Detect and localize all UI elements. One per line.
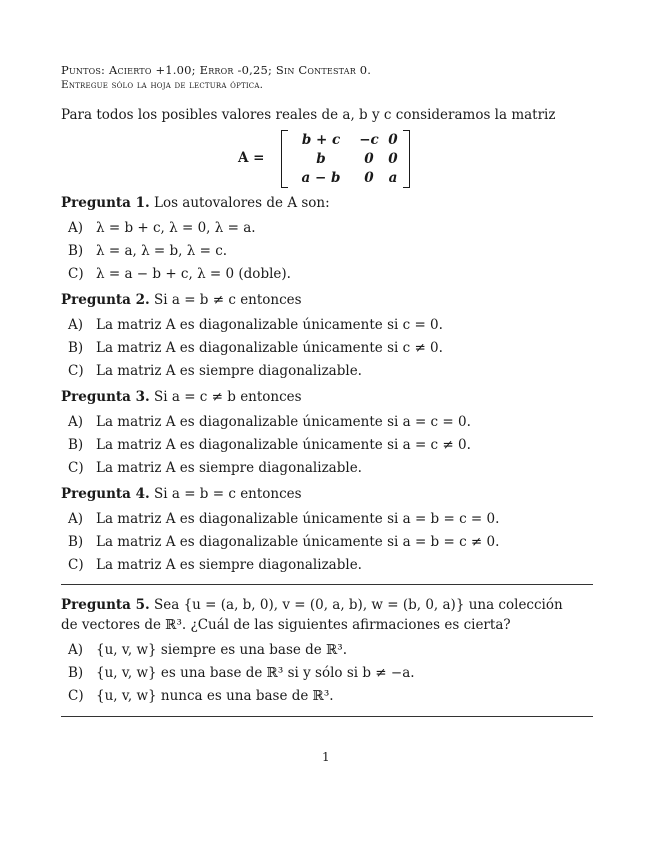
q3-option-b[interactable]	[68, 437, 471, 453]
q3-option-c[interactable]	[68, 460, 362, 476]
matrix-cell: −c	[359, 132, 379, 148]
question-1	[61, 195, 330, 211]
question-stem: Si a = c ≠ b entonces	[154, 389, 302, 405]
option-label: C)	[68, 557, 84, 573]
matrix-cell: b + c	[301, 132, 341, 148]
option-label: C)	[68, 266, 84, 282]
option-label: B)	[68, 665, 84, 681]
intro-text: Para todos los posibles valores reales de a, b y c consideramos la matriz	[61, 107, 556, 123]
page-number: 1	[322, 750, 330, 764]
option-text: La matriz A es diagonalizable únicamente si a = b = c = 0.	[96, 511, 500, 527]
option-label: A)	[68, 317, 84, 333]
q5-option-b[interactable]	[68, 665, 415, 681]
q4-option-a[interactable]	[68, 511, 499, 527]
matrix-cell: 0	[364, 170, 374, 186]
scoring-header: Puntos: Acierto +1.00; Error -0,25; Sin Contestar 0.	[61, 63, 372, 77]
matrix-cell: a − b	[301, 170, 341, 186]
question-title: Pregunta 3.	[61, 389, 150, 405]
option-text: λ = a, λ = b, λ = c.	[96, 243, 228, 259]
section-divider	[61, 584, 593, 585]
q2-option-b[interactable]	[68, 340, 443, 356]
question-3	[61, 389, 302, 405]
option-label: C)	[68, 460, 84, 476]
option-text: La matriz A es siempre diagonalizable.	[96, 557, 362, 573]
question-stem: Si a = b ≠ c entonces	[154, 292, 302, 308]
option-label: B)	[68, 534, 84, 550]
option-text: La matriz A es diagonalizable únicamente si a = b = c ≠ 0.	[96, 534, 500, 550]
question-4	[61, 486, 302, 502]
question-5-stem-cont: de vectores de ℝ³. ¿Cuál de las siguientes afirmaciones es cierta?	[61, 617, 511, 633]
option-text: La matriz A es diagonalizable únicamente si a = c = 0.	[96, 414, 471, 430]
question-stem: Si a = b = c entonces	[154, 486, 302, 502]
option-text: {u, v, w} es una base de ℝ³ si y sólo si b ≠ −a.	[96, 665, 415, 681]
option-text: La matriz A es diagonalizable únicamente si a = c ≠ 0.	[96, 437, 471, 453]
section-divider	[61, 716, 593, 717]
option-text: λ = b + c, λ = 0, λ = a.	[96, 220, 256, 236]
option-text: {u, v, w} nunca es una base de ℝ³.	[96, 688, 334, 704]
option-label: A)	[68, 642, 84, 658]
q5-option-c[interactable]	[68, 688, 334, 704]
question-5	[61, 597, 563, 613]
option-text: La matriz A es diagonalizable únicamente si c ≠ 0.	[96, 340, 443, 356]
q1-option-c[interactable]	[68, 266, 291, 282]
question-title: Pregunta 2.	[61, 292, 150, 308]
option-text: {u, v, w} siempre es una base de ℝ³.	[96, 642, 348, 658]
instructions-header: Entregue sólo la hoja de lectura óptica.	[61, 79, 264, 91]
q4-option-b[interactable]	[68, 534, 499, 550]
question-title: Pregunta 1.	[61, 195, 150, 211]
option-text: La matriz A es siempre diagonalizable.	[96, 460, 362, 476]
q1-option-b[interactable]	[68, 243, 227, 259]
q1-option-a[interactable]	[68, 220, 256, 236]
q5-option-a[interactable]	[68, 642, 347, 658]
q2-option-c[interactable]	[68, 363, 362, 379]
matrix-right-bracket	[403, 130, 410, 188]
matrix-cell: b	[316, 151, 326, 167]
option-text: La matriz A es diagonalizable únicamente si c = 0.	[96, 317, 443, 333]
question-title: Pregunta 5.	[61, 597, 150, 613]
question-stem: Los autovalores de A son:	[154, 195, 330, 211]
option-label: A)	[68, 511, 84, 527]
q3-option-a[interactable]	[68, 414, 471, 430]
option-label: B)	[68, 243, 84, 259]
option-label: C)	[68, 363, 84, 379]
option-text: La matriz A es siempre diagonalizable.	[96, 363, 362, 379]
question-2	[61, 292, 302, 308]
matrix-cell: 0	[388, 151, 398, 167]
question-title: Pregunta 4.	[61, 486, 150, 502]
option-label: C)	[68, 688, 84, 704]
q2-option-a[interactable]	[68, 317, 443, 333]
option-text: λ = a − b + c, λ = 0 (doble).	[96, 266, 291, 282]
matrix-cell: a	[388, 170, 398, 186]
question-stem: Sea {u = (a, b, 0), v = (0, a, b), w = (b, 0, a)} una colección	[154, 597, 563, 613]
matrix-label: A =	[238, 150, 265, 166]
matrix-left-bracket	[281, 130, 288, 188]
q4-option-c[interactable]	[68, 557, 362, 573]
matrix-cell: 0	[364, 151, 374, 167]
option-label: A)	[68, 414, 84, 430]
option-label: A)	[68, 220, 84, 236]
option-label: B)	[68, 340, 84, 356]
matrix-cell: 0	[388, 132, 398, 148]
option-label: B)	[68, 437, 84, 453]
